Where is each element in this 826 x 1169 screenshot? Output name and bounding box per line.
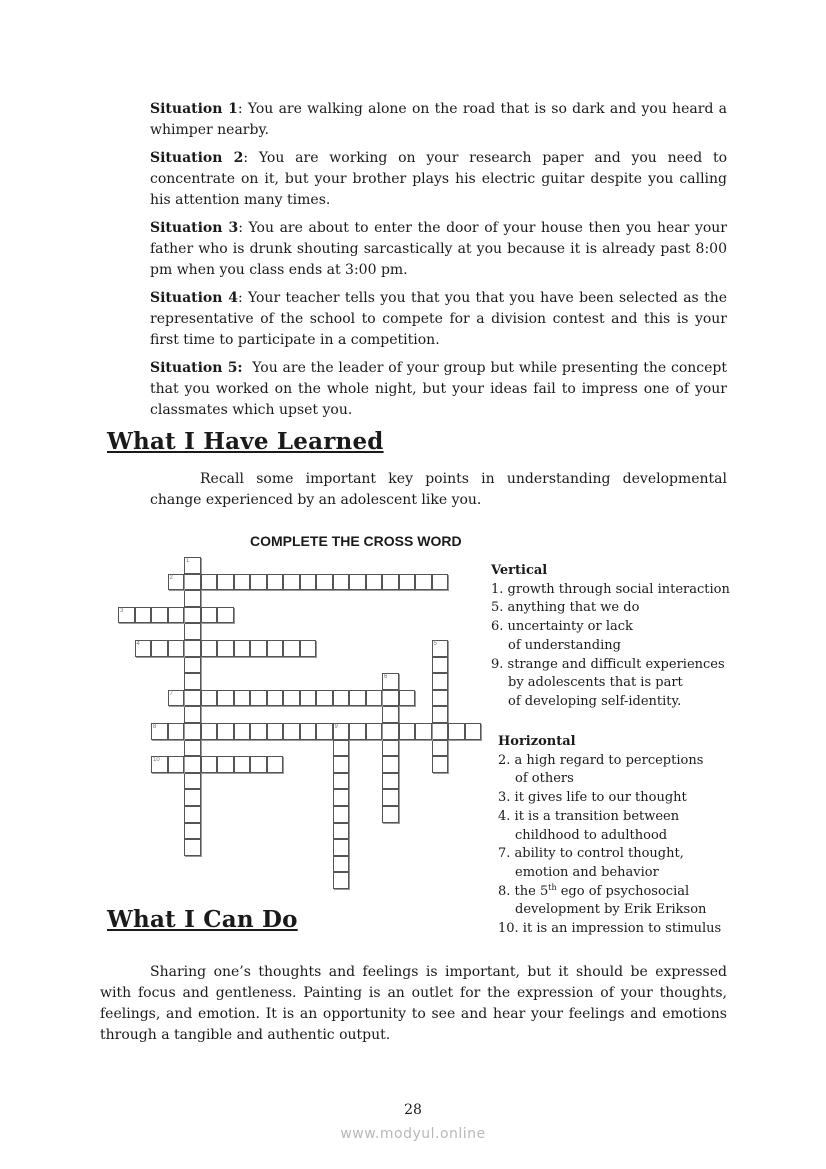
crossword-cell[interactable] <box>201 690 218 707</box>
clue-h4: 4. it is a transition between <box>498 808 680 824</box>
crossword-cell[interactable] <box>184 740 201 757</box>
situation-1: Situation 1: You are walking alone on the road that is so dark and you heard a whimper nearby. <box>150 101 728 138</box>
crossword-cell[interactable] <box>234 640 251 657</box>
clue-h3: 3. it gives life to our thought <box>498 790 687 806</box>
crossword-cell[interactable] <box>465 723 482 740</box>
watermark: www.modyul.online <box>340 1126 486 1142</box>
crossword-cell[interactable] <box>399 690 416 707</box>
crossword-cell[interactable] <box>448 723 465 740</box>
clue-number-9: 9 <box>334 724 338 730</box>
crossword-cell[interactable] <box>201 607 218 624</box>
what-i-can-do-heading: What I Can Do <box>107 906 298 933</box>
crossword-cell[interactable] <box>234 574 251 591</box>
crossword-cell[interactable] <box>333 690 350 707</box>
crossword-cell[interactable] <box>184 823 201 840</box>
clue-number-8: 8 <box>153 724 157 730</box>
crossword-cell[interactable] <box>184 690 201 707</box>
clue-number-1: 1 <box>186 558 190 564</box>
crossword-cell[interactable] <box>349 723 366 740</box>
crossword-cell[interactable] <box>382 673 399 690</box>
crossword-cell[interactable] <box>366 574 383 591</box>
situation-3: Situation 3: You are about to enter the door of your house then you hear your father who is drunk shouting sarcastically at you because it is already past 8:00 pm when you class ends at 3:00 pm. <box>150 220 727 278</box>
crossword-cell[interactable] <box>217 690 234 707</box>
clue-number-7: 7 <box>169 690 173 697</box>
crossword-cell[interactable] <box>333 740 350 757</box>
horizontal-clues <box>498 733 721 939</box>
crossword-cell[interactable] <box>300 574 317 591</box>
crossword-cell[interactable] <box>333 856 350 873</box>
crossword-cell[interactable] <box>382 574 399 591</box>
crossword-grid <box>118 557 498 897</box>
crossword-cell[interactable] <box>184 623 201 640</box>
clue-v9: 9. strange and difficult experiences <box>491 656 725 672</box>
crossword-cell[interactable] <box>333 773 350 790</box>
crossword-cell[interactable] <box>382 756 399 773</box>
crossword-cell[interactable] <box>184 657 201 674</box>
crossword-cell[interactable] <box>382 690 399 707</box>
situation-5: Situation 5: You are the leader of your group but while presenting the concept that you worked on the whole night, but your ideas fail to impress one of your classmates which upset you. <box>150 360 732 418</box>
clue-h2-cont: of others <box>515 771 574 787</box>
crossword-cell[interactable] <box>168 690 185 707</box>
crossword-cell[interactable] <box>382 740 399 757</box>
crossword-cell[interactable] <box>333 839 350 856</box>
crossword-cell[interactable] <box>217 756 234 773</box>
clue-number-3: 3 <box>120 607 124 614</box>
crossword-cell[interactable] <box>333 806 350 823</box>
crossword-cell[interactable] <box>151 640 168 657</box>
crossword-cell[interactable] <box>333 872 350 889</box>
clue-number-10: 10 <box>153 757 160 764</box>
clue-h8: 8. the 5th ego of psychosocial <box>498 882 690 899</box>
crossword-cell[interactable] <box>366 690 383 707</box>
crossword-cell[interactable] <box>316 690 333 707</box>
crossword-cell[interactable] <box>184 574 201 591</box>
clue-number-6: 6 <box>384 674 388 681</box>
crossword-cell[interactable] <box>283 574 300 591</box>
clue-v1: 1. growth through social interaction <box>491 581 730 597</box>
clue-v9-cont2: of developing self-identity. <box>508 693 682 709</box>
crossword-cell[interactable] <box>283 640 300 657</box>
clue-number-5: 5 <box>433 641 437 647</box>
crossword-cell[interactable] <box>382 789 399 806</box>
crossword-cell[interactable] <box>283 723 300 740</box>
crossword-cell[interactable] <box>432 723 449 740</box>
crossword-cell[interactable] <box>316 574 333 591</box>
crossword-cell[interactable] <box>300 690 317 707</box>
crossword-cell[interactable] <box>234 723 251 740</box>
crossword-cell[interactable] <box>184 773 201 790</box>
crossword-cell[interactable] <box>432 756 449 773</box>
crossword-cell[interactable] <box>300 723 317 740</box>
crossword-cell[interactable] <box>432 740 449 757</box>
crossword-cell[interactable] <box>168 640 185 657</box>
crossword-cell[interactable] <box>432 574 449 591</box>
horizontal-heading: Horizontal <box>498 734 576 749</box>
crossword-cell[interactable] <box>267 640 284 657</box>
clue-v6: 6. uncertainty or lack <box>491 619 633 635</box>
clue-number-4: 4 <box>136 641 140 647</box>
crossword-cell[interactable] <box>217 574 234 591</box>
clue-number-2: 2 <box>169 574 173 581</box>
crossword-cell[interactable] <box>168 574 185 591</box>
crossword-cell[interactable] <box>118 607 135 624</box>
clue-v9-cont: by adolescents that is part <box>508 675 683 691</box>
crossword-cell[interactable] <box>184 607 201 624</box>
crossword-cell[interactable] <box>366 723 383 740</box>
crossword-cell[interactable] <box>217 607 234 624</box>
clue-h7-cont: emotion and behavior <box>515 864 659 880</box>
crossword-cell[interactable] <box>382 806 399 823</box>
crossword-cell[interactable] <box>234 756 251 773</box>
crossword-cell[interactable] <box>349 690 366 707</box>
crossword-cell[interactable] <box>267 723 284 740</box>
crossword-title: COMPLETE THE CROSS WORD <box>250 533 462 549</box>
crossword-cell[interactable] <box>201 574 218 591</box>
crossword-cell[interactable] <box>250 756 267 773</box>
crossword-cell[interactable] <box>201 640 218 657</box>
crossword-cell[interactable] <box>432 706 449 723</box>
crossword-cell[interactable] <box>432 640 449 657</box>
crossword-cell[interactable] <box>333 756 350 773</box>
crossword-cell[interactable] <box>234 690 251 707</box>
crossword-cell[interactable] <box>399 574 416 591</box>
clue-h10: 10. it is an impression to stimulus <box>498 921 722 937</box>
crossword-cell[interactable] <box>184 806 201 823</box>
crossword-cell[interactable] <box>217 723 234 740</box>
crossword-cell[interactable] <box>267 574 284 591</box>
crossword-cell[interactable] <box>415 723 432 740</box>
crossword-cell[interactable] <box>382 773 399 790</box>
crossword-cell[interactable] <box>151 607 168 624</box>
crossword-cell[interactable] <box>316 723 333 740</box>
crossword-cell[interactable] <box>201 756 218 773</box>
crossword-cell[interactable] <box>201 723 218 740</box>
page-number: 28 <box>404 1102 422 1118</box>
clue-v6-cont: of understanding <box>508 637 621 653</box>
clue-h7: 7. ability to control thought, <box>498 846 684 862</box>
vertical-clues <box>491 562 730 712</box>
crossword-cell[interactable] <box>333 789 350 806</box>
crossword-cell[interactable] <box>151 756 168 773</box>
crossword-cell[interactable] <box>349 574 366 591</box>
crossword-cell[interactable] <box>184 590 201 607</box>
situation-4: Situation 4: Your teacher tells you that you that you have been selected as the representative of the school to compete for a division contest and this is your first time to participate in a competition. <box>150 290 727 348</box>
crossword-cell[interactable] <box>333 823 350 840</box>
crossword-cell[interactable] <box>168 607 185 624</box>
crossword-cell[interactable] <box>184 789 201 806</box>
clue-h2: 2. a high regard to perceptions <box>498 752 704 768</box>
crossword-cell[interactable] <box>283 690 300 707</box>
clue-v5: 5. anything that we do <box>491 600 640 616</box>
vertical-heading: Vertical <box>491 563 548 578</box>
crossword-cell[interactable] <box>432 690 449 707</box>
crossword-cell[interactable] <box>135 607 152 624</box>
crossword-cell[interactable] <box>415 574 432 591</box>
clue-h4-cont: childhood to adulthood <box>515 827 668 843</box>
clue-h8-cont: development by Erik Erikson <box>515 902 707 918</box>
crossword-cell[interactable] <box>300 640 317 657</box>
crossword-cell[interactable] <box>267 690 284 707</box>
crossword-cell[interactable] <box>168 756 185 773</box>
situation-2: Situation 2: You are working on your research paper and you need to concentrate on it, but your brother plays his electric guitar despite you calling his attention many times. <box>150 150 728 208</box>
crossword-cell[interactable] <box>333 723 350 740</box>
crossword-cell[interactable] <box>382 706 399 723</box>
crossword-cell[interactable] <box>184 706 201 723</box>
can-do-text: Sharing one’s thoughts and feelings is important, but it should be expressed with focus and gentleness. Painting is an outlet for the expression of your thoughts, feelings, and emotion. It is an opportunity to see and hear your feelings and emotions through a tangible and authentic output. <box>100 964 727 1043</box>
crossword-cell[interactable] <box>382 723 399 740</box>
crossword-cell[interactable] <box>135 640 152 657</box>
crossword-cell[interactable] <box>250 690 267 707</box>
crossword-cell[interactable] <box>151 723 168 740</box>
crossword-cell[interactable] <box>250 723 267 740</box>
crossword-cell[interactable] <box>184 557 201 574</box>
crossword-cell[interactable] <box>217 640 234 657</box>
crossword-cell[interactable] <box>399 723 416 740</box>
crossword-cell[interactable] <box>184 723 201 740</box>
what-i-have-learned-heading: What I Have Learned <box>107 428 384 455</box>
crossword-cell[interactable] <box>250 640 267 657</box>
crossword-cell[interactable] <box>184 756 201 773</box>
crossword-cell[interactable] <box>184 673 201 690</box>
crossword-cell[interactable] <box>184 640 201 657</box>
learned-intro: Recall some important key points in understanding developmental change experienced by an adolescent like you. <box>150 471 727 508</box>
crossword-cell[interactable] <box>333 574 350 591</box>
crossword-cell[interactable] <box>267 756 284 773</box>
crossword-cell[interactable] <box>250 574 267 591</box>
crossword-cell[interactable] <box>432 657 449 674</box>
crossword-cell[interactable] <box>184 839 201 856</box>
crossword-cell[interactable] <box>432 673 449 690</box>
crossword-cell[interactable] <box>168 723 185 740</box>
